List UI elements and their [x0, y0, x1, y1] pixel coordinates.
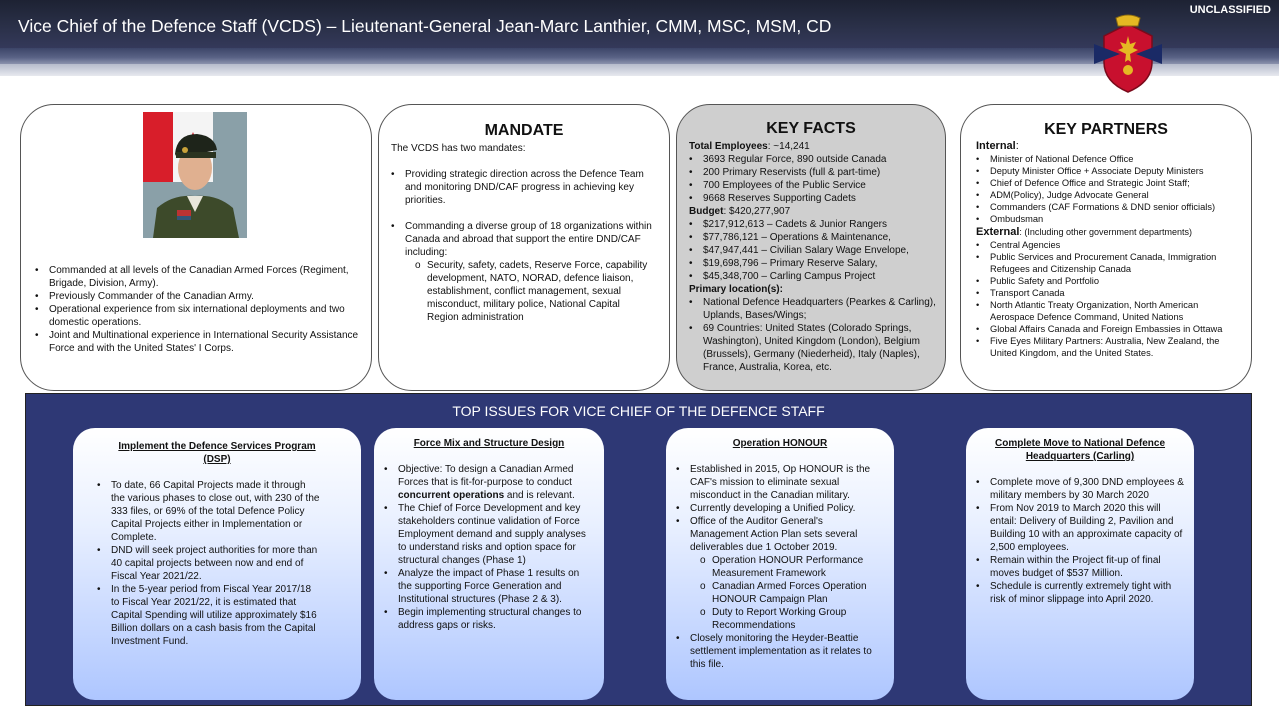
issue-card-carling-move — [966, 428, 1194, 700]
list-item: • $217,912,613 – Cadets & Junior Rangers — [689, 218, 937, 231]
list-item: • Objective: To design a Canadian Armed Forces that is fit-for-purpose to conduct concurrent operations and is relevant. — [384, 463, 594, 502]
list-item: • Commanders (CAF Formations & DND senior officials) — [976, 201, 1244, 213]
key-facts-title: KEY FACTS — [766, 120, 856, 137]
list-item: • Commanding a diverse group of 18 organizations within Canada and abroad that support the entire DND/CAF including: o Security, safety, cadets, Reserve Force, capability development, NATO, NORAD, defence liaison, establishment, conflict management, sexual misconduct, military police, National Capital Region administration — [391, 220, 653, 324]
list-item: • North Atlantic Treaty Organization, North American Aerospace Defence Command, United Nations — [976, 299, 1244, 323]
issue-card-dsp — [73, 428, 361, 700]
list-item: • In the 5-year period from Fiscal Year 2017/18 to Fiscal Year 2021/22, it is estimated that Capital Spending will utilize approximately $16 Billion dollars on a cash basis from the Capital Investment Fund. — [97, 583, 321, 648]
header-fade — [0, 64, 1279, 76]
list-item: • Commanded at all levels of the Canadian Armed Forces (Regiment, Brigade, Division, Army). — [35, 264, 360, 290]
top-issues-panel — [25, 393, 1252, 706]
list-item: • Transport Canada — [976, 287, 1244, 299]
list-item: o Canadian Armed Forces Operation HONOUR Campaign Plan — [700, 580, 884, 606]
issue-title: Force Mix and Structure Design — [413, 438, 565, 449]
key-partners-panel — [960, 104, 1252, 391]
list-item: • $47,947,441 – Civilian Salary Wage Envelope, — [689, 244, 937, 257]
mandate-title: MANDATE — [484, 122, 564, 139]
key-partners-body: Internal: • Minister of National Defence Office • Deputy Minister Office + Associate Deputy Ministers • Chief of Defence Office and Strategic Joint Staff; • ADM(Policy), Judge Advocate General • Commanders (CAF Formations & DND senior officials) • Ombudsman External: (Including other government departments) • Central Agencies • Public Services and Procurement Canada, Immigration Refugees and Citizenship Canada • Public Safety and Portfolio • Transport Canada • North Atlantic Treaty Organization, North American Aerospace Defence Command, United Nations • Global Affairs Canada and Foreign Embassies in Ottawa • Five Eyes Military Partners: Australia, New Zealand, the United Kingdom, and the United States. — [976, 140, 1244, 359]
list-item: • The Chief of Force Development and key stakeholders continue validation of Force Employment demand and supply analyses to understand risks and option space for structural changes (Phase 1) — [384, 502, 594, 567]
list-item: • 200 Primary Reservists (full & part-time) — [689, 166, 937, 179]
issue-title: Implement the Defence Services Program (DSP) — [118, 441, 316, 465]
list-item: • To date, 66 Capital Projects made it through the various phases to close out, with 230 of the 333 files, or 69% of the total Defence Policy Capital Projects either in Implementation or Complete. — [97, 479, 321, 544]
list-item: • $19,698,796 – Primary Reserve Salary, — [689, 257, 937, 270]
list-item: • Analyze the impact of Phase 1 results on the supporting Force Generation and Institutional structures (Phase 2 & 3). — [384, 567, 594, 606]
list-item: • Central Agencies — [976, 239, 1244, 251]
list-item: • DND will seek project authorities for more than 40 capital projects between now and end of Fiscal Year 2021/22. — [97, 544, 321, 583]
list-item: • 3693 Regular Force, 890 outside Canada — [689, 153, 937, 166]
list-item: • Deputy Minister Office + Associate Deputy Ministers — [976, 165, 1244, 177]
list-item: o Operation HONOUR Performance Measurement Framework — [700, 554, 884, 580]
list-item: • Minister of National Defence Office — [976, 153, 1244, 165]
list-item: • Chief of Defence Office and Strategic Joint Staff; — [976, 177, 1244, 189]
list-item: • Public Safety and Portfolio — [976, 275, 1244, 287]
list-item: • National Defence Headquarters (Pearkes & Carling), Uplands, Bases/Wings; — [689, 296, 937, 322]
list-item: • Operational experience from six international deployments and two domestic operations. — [35, 303, 360, 329]
header-band — [0, 48, 1279, 64]
list-item: • From Nov 2019 to March 2020 this will entail: Delivery of Building 2, Pavilion and Building 10 with an approximate capacity of 2,500 employees. — [976, 502, 1184, 554]
list-item: • Remain within the Project fit-up of final moves budget of $537 Million. — [976, 554, 1184, 580]
list-item: • Schedule is currently extremely tight with risk of minor slippage into April 2020. — [976, 580, 1184, 606]
mandate-body — [391, 142, 653, 324]
list-item: o Duty to Report Working Group Recommendations — [700, 606, 884, 632]
list-item: • Begin implementing structural changes to address gaps or risks. — [384, 606, 594, 632]
bio-list — [35, 264, 360, 355]
list-item: o Security, safety, cadets, Reserve Force, capability development, NATO, NORAD, defence liaison, establishment, conflict management, sexual misconduct, military police, National Capital Region administration — [415, 259, 653, 324]
list-item: • Providing strategic direction across the Defence Team and monitoring DND/CAF progress in achieving key priorities. — [391, 168, 653, 207]
list-item: • Office of the Auditor General's Management Action Plan sets several deliverables due 1 October 2019. o Operation HONOUR Performance Measurement Framework o Canadian Armed Forces Operation HONOUR Campaign Plan o Duty to Report Working Group Recommendations — [676, 515, 884, 632]
list-item: • Currently developing a Unified Policy. — [676, 502, 884, 515]
list-item: • 9668 Reserves Supporting Cadets — [689, 192, 937, 205]
issue-title: Operation HONOUR — [732, 438, 828, 449]
page-title: Vice Chief of the Defence Staff (VCDS) – Lieutenant-General Jean-Marc Lanthier, CMM, MSC, MSM, CD — [18, 16, 832, 36]
list-item: • Five Eyes Military Partners: Australia, New Zealand, the United Kingdom, and the United States. — [976, 335, 1244, 359]
list-item: • Complete move of 9,300 DND employees & military members by 30 March 2020 — [976, 476, 1184, 502]
bio-panel — [20, 104, 372, 391]
issue-card-force-mix — [374, 428, 604, 700]
key-facts-body: Total Employees: ~14,241 • 3693 Regular Force, 890 outside Canada • 200 Primary Reservists (full & part-time) • 700 Employees of the Public Service • 9668 Reserves Supporting Cadets Budget: $420,277,907 • $217,912,613 – Cadets & Junior Rangers • $77,786,121 – Operations & Maintenance, • $47,947,441 – Civilian Salary Wage Envelope, • $19,698,796 – Primary Reserve Salary, • $45,348,700 – Carling Campus Project Primary location(s): • National Defence Headquarters (Pearkes & Carling), Uplands, Bases/Wings; • 69 Countries: United States (Colorado Springs, Washington), United Kingdom (London), Belgium (Brussels), Germany (Niederheid), Italy (Naples), France, Australia, Korea, etc. — [689, 140, 937, 374]
mandate-panel — [378, 104, 670, 391]
canadian-armed-forces-crest-icon — [1090, 14, 1166, 94]
list-item: • 69 Countries: United States (Colorado Springs, Washington), United Kingdom (London), Belgium (Brussels), Germany (Niederheid), Italy (Naples), France, Australia, Korea, etc. — [689, 322, 937, 374]
list-item: • $77,786,121 – Operations & Maintenance, — [689, 231, 937, 244]
mandate-intro: The VCDS has two mandates: — [391, 143, 526, 154]
list-item: • Previously Commander of the Canadian Army. — [35, 290, 360, 303]
list-item: • Joint and Multinational experience in International Security Assistance Force and with the United States' I Corps. — [35, 329, 360, 355]
classification-label: UNCLASSIFIED — [1189, 4, 1271, 16]
list-item: • 700 Employees of the Public Service — [689, 179, 937, 192]
list-item: • Global Affairs Canada and Foreign Embassies in Ottawa — [976, 323, 1244, 335]
list-item: • Closely monitoring the Heyder-Beattie settlement implementation as it relates to this file. — [676, 632, 884, 671]
issue-title: Complete Move to National Defence Headquarters (Carling) — [994, 438, 1166, 462]
key-partners-title: KEY PARTNERS — [1044, 121, 1168, 138]
list-item: • Established in 2015, Op HONOUR is the CAF's mission to eliminate sexual misconduct in the Canadian military. — [676, 463, 884, 502]
key-facts-panel — [676, 104, 946, 391]
list-item: • Public Services and Procurement Canada, Immigration Refugees and Citizenship Canada — [976, 251, 1244, 275]
list-item: • Ombudsman — [976, 213, 1244, 225]
list-item: • ADM(Policy), Judge Advocate General — [976, 189, 1244, 201]
issue-card-op-honour — [666, 428, 894, 700]
officer-portrait-icon — [143, 112, 247, 238]
top-issues-title: TOP ISSUES FOR VICE CHIEF OF THE DEFENCE STAFF — [452, 403, 825, 419]
list-item: • $45,348,700 – Carling Campus Project — [689, 270, 937, 283]
